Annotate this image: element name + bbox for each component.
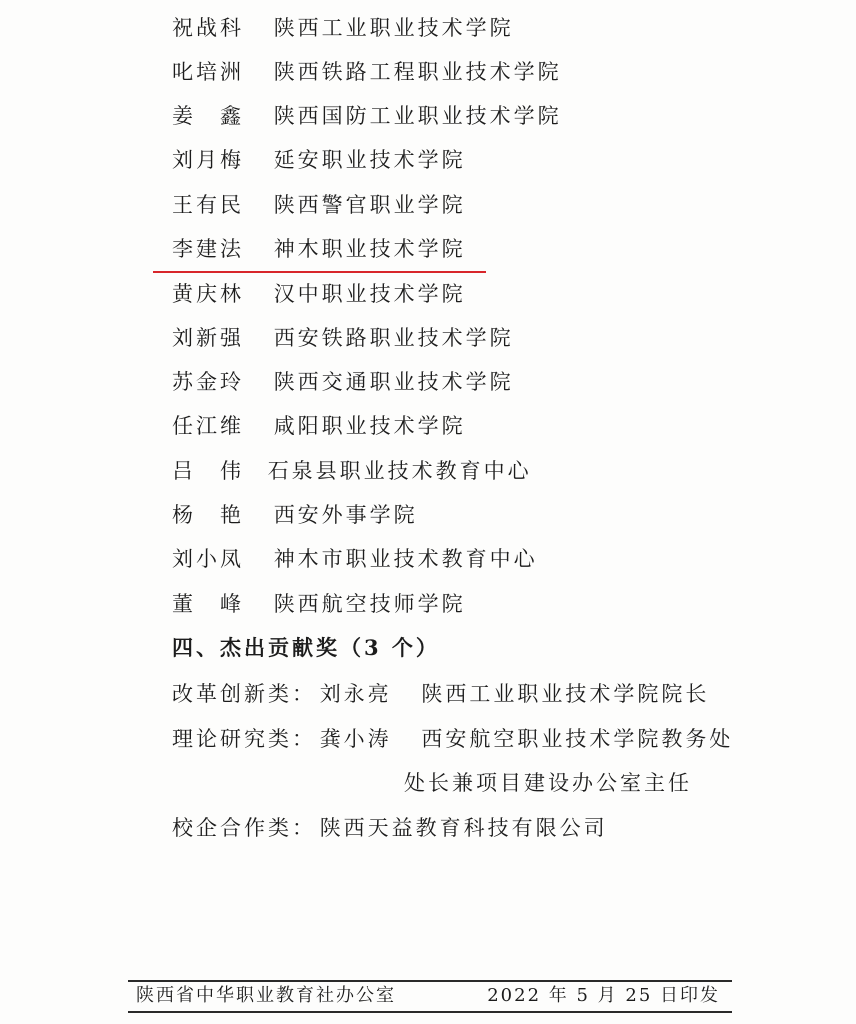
winner-name: 叱培洲 bbox=[172, 60, 244, 84]
winner-name: 苏金玲 bbox=[172, 370, 244, 394]
award-category: 理论研究类： bbox=[172, 727, 316, 751]
winner-row bbox=[172, 320, 514, 356]
winner-org: 西安外事学院 bbox=[273, 503, 418, 527]
winner-org: 陕西工业职业技术学院 bbox=[273, 16, 514, 40]
winner-name: 任江维 bbox=[172, 414, 244, 438]
winner-name: 王有民 bbox=[172, 193, 244, 217]
footer-date: 2022 年 5 月 25 日印发 bbox=[487, 985, 720, 1006]
winner-row bbox=[172, 541, 538, 577]
winner-name: 黄庆林 bbox=[172, 282, 244, 306]
winner-org: 汉中职业技术学院 bbox=[273, 282, 466, 306]
winner-org: 陕西国防工业职业技术学院 bbox=[273, 104, 562, 128]
award-row bbox=[172, 676, 709, 712]
winner-row bbox=[172, 54, 562, 90]
award-row bbox=[172, 810, 608, 846]
winner-org: 陕西交通职业技术学院 bbox=[273, 370, 514, 394]
winner-row bbox=[172, 497, 418, 533]
winner-row bbox=[172, 10, 514, 46]
winner-row bbox=[172, 586, 466, 622]
award-category: 校企合作类： bbox=[172, 816, 316, 840]
winner-row bbox=[172, 276, 466, 312]
winner-org: 西安铁路职业技术学院 bbox=[273, 326, 514, 350]
winner-org: 神木职业技术学院 bbox=[273, 237, 466, 261]
winner-name: 刘小凤 bbox=[172, 547, 244, 571]
award-detail: 陕西天益教育科技有限公司 bbox=[319, 816, 608, 840]
winner-org: 陕西航空技师学院 bbox=[273, 592, 466, 616]
winner-org: 延安职业技术学院 bbox=[273, 148, 466, 172]
winner-row bbox=[172, 453, 532, 489]
award-person: 龚小涛 bbox=[319, 727, 392, 751]
award-detail-continued: 处长兼项目建设办公室主任 bbox=[404, 771, 692, 795]
winner-name: 吕 伟 bbox=[172, 459, 244, 483]
winner-row bbox=[172, 408, 466, 444]
footer-rule-bottom bbox=[128, 1011, 732, 1013]
winner-row bbox=[172, 142, 466, 178]
winner-row bbox=[172, 364, 514, 400]
winner-name: 刘月梅 bbox=[172, 148, 244, 172]
winner-row-highlighted bbox=[172, 231, 466, 267]
winner-name: 杨 艳 bbox=[172, 503, 244, 527]
winner-name: 刘新强 bbox=[172, 326, 244, 350]
winner-org: 陕西警官职业学院 bbox=[273, 193, 466, 217]
winner-org: 石泉县职业技术教育中心 bbox=[267, 459, 532, 483]
award-row bbox=[172, 721, 733, 757]
winner-name: 董 峰 bbox=[172, 592, 244, 616]
award-category: 改革创新类： bbox=[172, 682, 316, 706]
winner-row bbox=[172, 187, 466, 223]
winner-row bbox=[172, 98, 562, 134]
award-detail: 西安航空职业技术学院教务处 bbox=[421, 727, 734, 751]
award-person: 刘永亮 bbox=[319, 682, 392, 706]
footer-issuer: 陕西省中华职业教育社办公室 bbox=[136, 985, 396, 1006]
red-underline bbox=[153, 271, 486, 273]
winner-org: 咸阳职业技术学院 bbox=[273, 414, 466, 438]
section-heading: 四、杰出贡献奖（3 个） bbox=[172, 635, 440, 660]
winner-org: 神木市职业技术教育中心 bbox=[273, 547, 538, 571]
winner-name: 祝战科 bbox=[172, 16, 244, 40]
winner-name: 李建法 bbox=[172, 237, 244, 261]
award-detail: 陕西工业职业技术学院院长 bbox=[421, 682, 710, 706]
winner-org: 陕西铁路工程职业技术学院 bbox=[273, 60, 562, 84]
winner-name: 姜 鑫 bbox=[172, 104, 244, 128]
